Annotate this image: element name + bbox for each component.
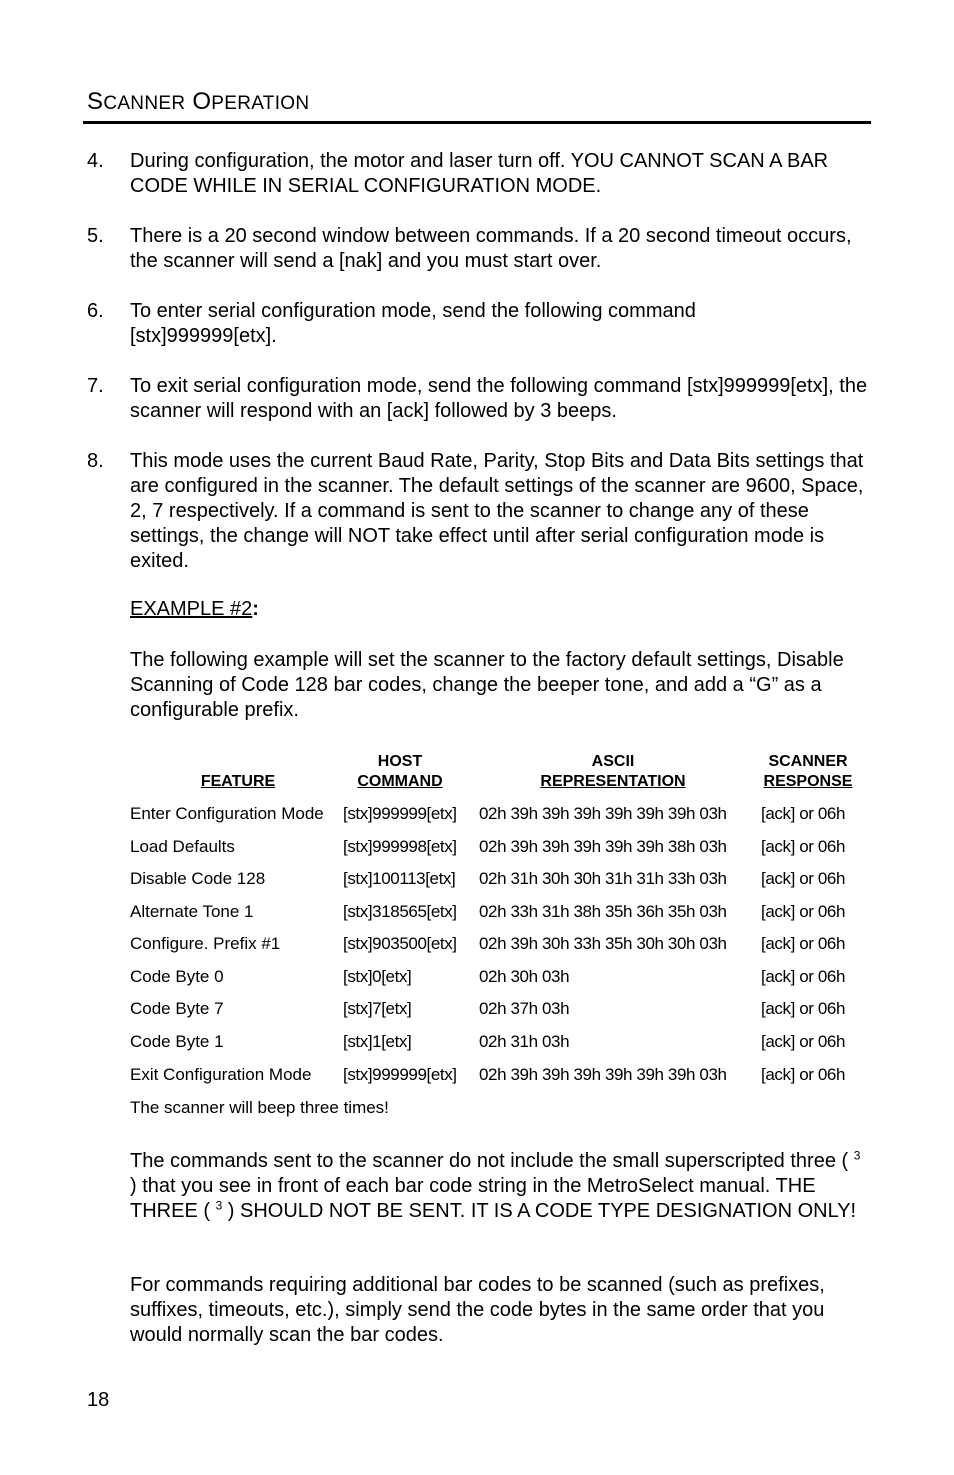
cell-ascii: 02h 39h 39h 39h 39h 39h 39h 03h [479,804,727,823]
cell-command: [stx]0[etx] [343,967,412,986]
cell-response: [ack] or 06h [761,837,846,856]
cell-command: [stx]100113[etx] [343,869,456,888]
header-host-command: HOST COMMAND [357,753,443,790]
cell-response: [ack] or 06h [761,869,846,888]
additional-codes-paragraph: For commands requiring additional bar codes to be scanned (such as prefixes, suffixes, timeouts, etc.), simply send the code bytes in the same order that you would normally scan the bar codes. [130,1274,825,1346]
cell-ascii: 02h 31h 30h 30h 31h 31h 33h 03h [479,869,727,888]
item-text: This mode uses the current Baud Rate, Parity, Stop Bits and Data Bits settings that are configured in the scanner. The default settings of the scanner are 9600, Space, 2, 7 respectively. If a command is sent to the scanner to change any of these settings, the change will NOT take effect until after serial configuration mode is exited. [130,450,864,572]
header-scanner-response: SCANNER RESPONSE [763,753,853,790]
item-number: 5. [87,225,104,247]
item-text: There is a 20 second window between commands. If a 20 second timeout occurs, the scanner will send a [nak] and you must start over. [130,225,852,272]
cell-ascii: 02h 30h 03h [479,967,570,986]
item-number: 6. [87,300,104,322]
cell-ascii: 02h 39h 39h 39h 39h 39h 39h 03h [479,1065,727,1084]
cell-ascii: 02h 39h 30h 33h 35h 30h 30h 03h [479,934,727,953]
section-title: SCANNER OPERATION [87,88,310,115]
cell-feature: Configure. Prefix #1 [130,934,281,953]
cell-feature: Exit Configuration Mode [130,1065,312,1084]
cell-ascii: 02h 37h 03h [479,999,570,1018]
cell-feature: Alternate Tone 1 [130,902,254,921]
example-heading: EXAMPLE #2: [130,598,259,620]
cell-ascii: 02h 31h 03h [479,1032,570,1051]
cell-response: [ack] or 06h [761,999,846,1018]
table-note: The scanner will beep three times! [130,1098,389,1117]
item-number: 4. [87,150,104,172]
item-number: 8. [87,450,104,472]
cell-response: [ack] or 06h [761,1032,846,1051]
cell-ascii: 02h 39h 39h 39h 39h 39h 38h 03h [479,837,727,856]
cell-command: [stx]999998[etx] [343,837,457,856]
cell-response: [ack] or 06h [761,934,846,953]
cell-command: [stx]1[etx] [343,1032,412,1051]
cell-feature: Load Defaults [130,837,235,856]
cell-response: [ack] or 06h [761,1065,846,1084]
cell-response: [ack] or 06h [761,967,846,986]
cell-command: [stx]318565[etx] [343,902,457,921]
cell-feature: Enter Configuration Mode [130,804,324,823]
cell-response: [ack] or 06h [761,902,846,921]
example-intro: The following example will set the scanner to the factory default settings, Disable Scanning of Code 128 bar codes, change the beeper tone, and add a “G” as a configurable prefix. [130,649,844,721]
item-text: To enter serial configuration mode, send the following command [stx]999999[etx]. [130,300,696,347]
cell-feature: Disable Code 128 [130,869,266,888]
header-feature: FEATURE [200,773,276,790]
cell-command: [stx]903500[etx] [343,934,457,953]
page-number: 18 [87,1389,110,1411]
superscript-note-paragraph: The commands sent to the scanner do not include the small superscripted three ( $^3$ ) that you see in front of each bar code string in the MetroSelect manual. THE THREE ( $^3$ ) SHOULD NOT BE SENT. IT IS A CODE TYPE DESIGNATION ONLY! [130,1148,861,1222]
cell-feature: Code Byte 1 [130,1032,224,1051]
cell-response: [ack] or 06h [761,804,846,823]
cell-command: [stx]999999[etx] [343,804,457,823]
header-ascii-representation: ASCII REPRESENTATION [540,753,686,790]
item-text: To exit serial configuration mode, send the following command [stx]999999[etx], the scanner will respond with an [ack] followed by 3 beeps. [130,375,868,422]
item-text: During configuration, the motor and laser turn off. YOU CANNOT SCAN A BAR CODE WHILE IN SERIAL CONFIGURATION MODE. [130,150,829,197]
item-number: 7. [87,375,104,397]
cell-command: [stx]7[etx] [343,999,412,1018]
cell-feature: Code Byte 0 [130,967,224,986]
cell-command: [stx]999999[etx] [343,1065,457,1084]
cell-feature: Code Byte 7 [130,999,224,1018]
cell-ascii: 02h 33h 31h 38h 35h 36h 35h 03h [479,902,727,921]
header-rule [83,121,871,124]
